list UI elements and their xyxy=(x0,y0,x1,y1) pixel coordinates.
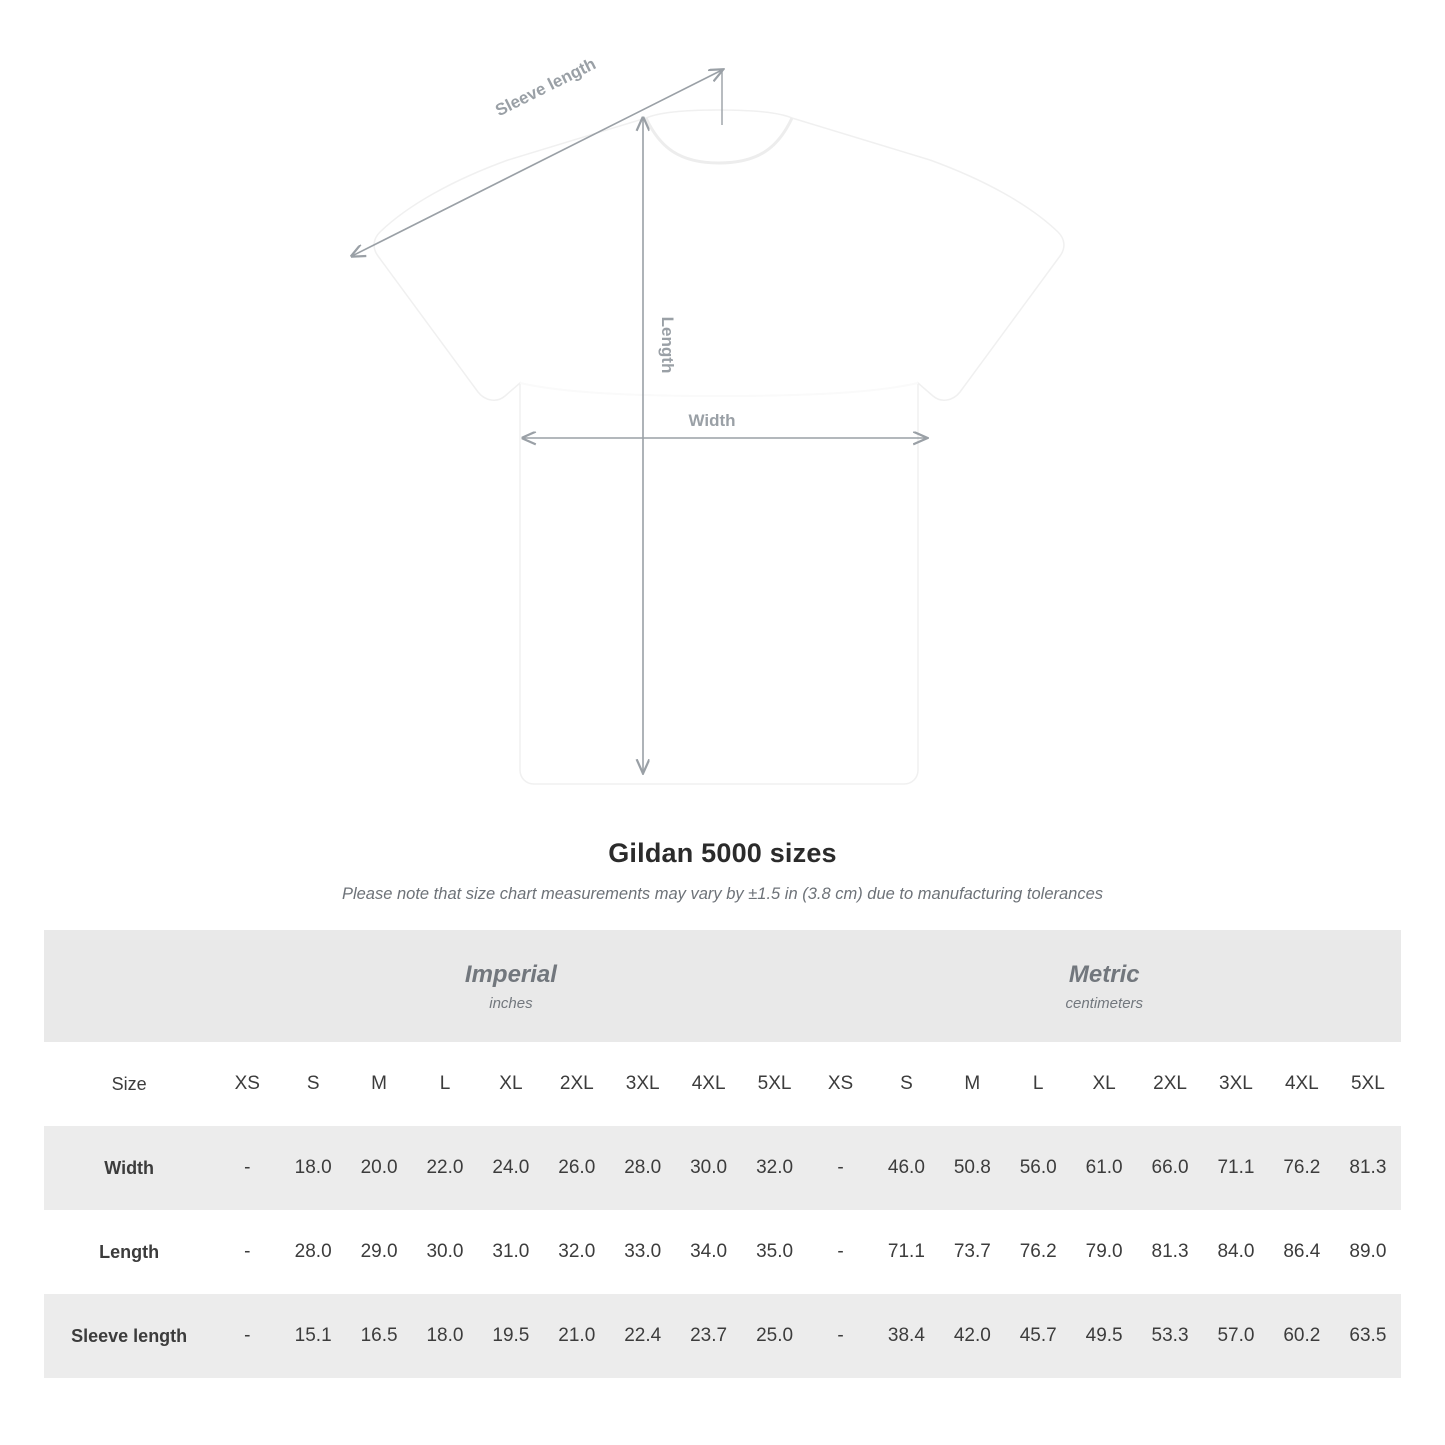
cell-length-metric-1: 71.1 xyxy=(873,1210,939,1294)
cell-width-imperial-5: 26.0 xyxy=(544,1126,610,1210)
size-col-imperial-6: 3XL xyxy=(610,1042,676,1126)
title-block xyxy=(0,838,1445,904)
size-header-row xyxy=(44,1042,1401,1126)
cell-width-imperial-6: 28.0 xyxy=(610,1126,676,1210)
cell-width-metric-1: 46.0 xyxy=(873,1126,939,1210)
cell-length-metric-8: 89.0 xyxy=(1335,1210,1401,1294)
cell-sleeve-metric-0: - xyxy=(808,1294,874,1378)
unit-header-row xyxy=(44,930,1401,1042)
cell-sleeve-metric-2: 42.0 xyxy=(939,1294,1005,1378)
cell-width-imperial-8: 32.0 xyxy=(742,1126,808,1210)
row-header-label: Size xyxy=(44,1042,214,1126)
size-col-metric-7: 4XL xyxy=(1269,1042,1335,1126)
cell-sleeve-imperial-4: 19.5 xyxy=(478,1294,544,1378)
cell-length-imperial-7: 34.0 xyxy=(676,1210,742,1294)
size-col-imperial-2: M xyxy=(346,1042,412,1126)
cell-sleeve-metric-5: 53.3 xyxy=(1137,1294,1203,1378)
cell-sleeve-imperial-6: 22.4 xyxy=(610,1294,676,1378)
size-table-wrap xyxy=(44,930,1401,1378)
cell-width-metric-6: 71.1 xyxy=(1203,1126,1269,1210)
table-row xyxy=(44,1210,1401,1294)
cell-length-metric-4: 79.0 xyxy=(1071,1210,1137,1294)
cell-length-imperial-8: 35.0 xyxy=(742,1210,808,1294)
cell-sleeve-imperial-7: 23.7 xyxy=(676,1294,742,1378)
cell-sleeve-imperial-0: - xyxy=(214,1294,280,1378)
cell-width-imperial-1: 18.0 xyxy=(280,1126,346,1210)
size-col-metric-2: M xyxy=(939,1042,1005,1126)
cell-length-imperial-0: - xyxy=(214,1210,280,1294)
size-col-metric-5: 2XL xyxy=(1137,1042,1203,1126)
cell-width-metric-8: 81.3 xyxy=(1335,1126,1401,1210)
cell-sleeve-metric-6: 57.0 xyxy=(1203,1294,1269,1378)
cell-length-metric-6: 84.0 xyxy=(1203,1210,1269,1294)
size-col-imperial-3: L xyxy=(412,1042,478,1126)
tshirt-shape xyxy=(374,110,1064,784)
unit-group-metric xyxy=(808,930,1401,1042)
size-col-imperial-0: XS xyxy=(214,1042,280,1126)
cell-length-imperial-6: 33.0 xyxy=(610,1210,676,1294)
cell-width-imperial-7: 30.0 xyxy=(676,1126,742,1210)
size-col-metric-4: XL xyxy=(1071,1042,1137,1126)
cell-width-imperial-0: - xyxy=(214,1126,280,1210)
cell-length-metric-7: 86.4 xyxy=(1269,1210,1335,1294)
cell-width-metric-7: 76.2 xyxy=(1269,1126,1335,1210)
cell-width-metric-5: 66.0 xyxy=(1137,1126,1203,1210)
size-col-metric-0: XS xyxy=(808,1042,874,1126)
cell-sleeve-imperial-8: 25.0 xyxy=(742,1294,808,1378)
tolerance-note: Please note that size chart measurements may vary by ±1.5 in (3.8 cm) due to manufacturing tolerances xyxy=(341,885,1104,903)
cell-length-metric-0: - xyxy=(808,1210,874,1294)
cell-width-imperial-4: 24.0 xyxy=(478,1126,544,1210)
cell-length-metric-3: 76.2 xyxy=(1005,1210,1071,1294)
unit-header-spacer xyxy=(44,930,214,1042)
cell-sleeve-imperial-5: 21.0 xyxy=(544,1294,610,1378)
cell-width-imperial-3: 22.0 xyxy=(412,1126,478,1210)
cell-sleeve-metric-4: 49.5 xyxy=(1071,1294,1137,1378)
sleeve-length-label: Sleeve length xyxy=(492,54,599,121)
cell-sleeve-imperial-3: 18.0 xyxy=(412,1294,478,1378)
size-col-imperial-7: 4XL xyxy=(676,1042,742,1126)
page-title: Gildan 5000 sizes xyxy=(608,838,837,868)
unit-group-imperial-name: Imperial xyxy=(464,960,557,988)
cell-width-metric-0: - xyxy=(808,1126,874,1210)
size-col-imperial-1: S xyxy=(280,1042,346,1126)
size-col-metric-6: 3XL xyxy=(1203,1042,1269,1126)
row-label-width: Width xyxy=(44,1126,214,1210)
row-label-length: Length xyxy=(44,1210,214,1294)
cell-sleeve-imperial-2: 16.5 xyxy=(346,1294,412,1378)
table-row xyxy=(44,1126,1401,1210)
cell-sleeve-imperial-1: 15.1 xyxy=(280,1294,346,1378)
cell-width-imperial-2: 20.0 xyxy=(346,1126,412,1210)
size-col-metric-3: L xyxy=(1005,1042,1071,1126)
cell-width-metric-4: 61.0 xyxy=(1071,1126,1137,1210)
size-col-imperial-5: 2XL xyxy=(544,1042,610,1126)
cell-length-metric-2: 73.7 xyxy=(939,1210,1005,1294)
cell-length-imperial-1: 28.0 xyxy=(280,1210,346,1294)
cell-sleeve-metric-8: 63.5 xyxy=(1335,1294,1401,1378)
cell-length-imperial-3: 30.0 xyxy=(412,1210,478,1294)
row-label-sleeve-length: Sleeve length xyxy=(44,1294,214,1378)
width-label: Width xyxy=(688,411,736,430)
unit-group-metric-sub: centimeters xyxy=(1065,994,1144,1012)
size-col-metric-8: 5XL xyxy=(1335,1042,1401,1126)
unit-group-imperial-sub: inches xyxy=(489,994,533,1012)
cell-sleeve-metric-1: 38.4 xyxy=(873,1294,939,1378)
cell-length-imperial-4: 31.0 xyxy=(478,1210,544,1294)
size-col-metric-1: S xyxy=(873,1042,939,1126)
cell-length-imperial-2: 29.0 xyxy=(346,1210,412,1294)
unit-group-imperial xyxy=(214,930,807,1042)
cell-width-metric-3: 56.0 xyxy=(1005,1126,1071,1210)
unit-group-metric-name: Metric xyxy=(1068,960,1140,988)
cell-sleeve-metric-7: 60.2 xyxy=(1269,1294,1335,1378)
cell-length-metric-5: 81.3 xyxy=(1137,1210,1203,1294)
size-col-imperial-8: 5XL xyxy=(742,1042,808,1126)
cell-width-metric-2: 50.8 xyxy=(939,1126,1005,1210)
table-row xyxy=(44,1294,1401,1378)
length-label: Length xyxy=(658,316,677,374)
size-col-imperial-4: XL xyxy=(478,1042,544,1126)
cell-sleeve-metric-3: 45.7 xyxy=(1005,1294,1071,1378)
cell-length-imperial-5: 32.0 xyxy=(544,1210,610,1294)
size-table xyxy=(44,930,1401,1378)
